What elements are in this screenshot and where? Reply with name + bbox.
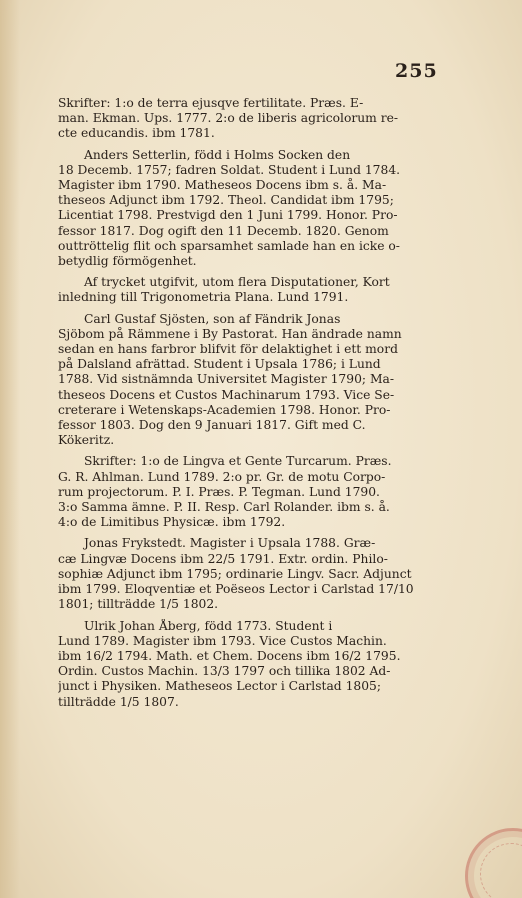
text-line: fessor 1803. Dog den 9 Januari 1817. Gift med C. bbox=[58, 418, 366, 433]
text-line: junct i Physiken. Matheseos Lector i Carlstad 1805; bbox=[58, 679, 382, 694]
paragraph-skrifter-ekman bbox=[58, 96, 446, 142]
text-line: Anders Setterlin, född i Holms Socken den bbox=[84, 147, 351, 162]
text-line: 3:o Samma ämne. P. II. Resp. Carl Rolander. ibm s. å. bbox=[58, 500, 390, 515]
text-line: på Dalsland afrättad. Student i Upsala 1786; i Lund bbox=[58, 357, 381, 372]
text-line: Carl Gustaf Sjösten, son af Fändrik Jonas bbox=[84, 311, 341, 326]
text-line: theseos Adjunct ibm 1792. Theol. Candidat ibm 1795; bbox=[58, 193, 394, 208]
text-line: creterare i Wetenskaps-Academien 1798. Honor. Pro- bbox=[58, 402, 391, 417]
text-line: Ordin. Custos Machin. 13/3 1797 och tillika 1802 Ad- bbox=[58, 664, 391, 679]
text-line: outtröttelig flit och sparsamhet samlade han en icke o- bbox=[58, 238, 400, 253]
text-line: 1788. Vid sistnämnda Universitet Magister 1790; Ma- bbox=[58, 372, 395, 387]
text-line: ibm 16/2 1794. Math. et Chem. Docens ibm 16/2 1795. bbox=[58, 648, 401, 663]
text-line: 18 Decemb. 1757; fadren Soldat. Student i Lund 1784. bbox=[58, 162, 401, 177]
text-line: rum projectorum. P. I. Præs. P. Tegman. Lund 1790. bbox=[58, 484, 380, 499]
text-line: Magister ibm 1790. Matheseos Docens ibm s. å. Ma- bbox=[58, 178, 387, 193]
body-text bbox=[58, 96, 446, 716]
text-line: cte educandis. ibm 1781. bbox=[58, 126, 215, 141]
text-line: Ulrik Johan Åberg, född 1773. Student i bbox=[84, 618, 333, 633]
text-line: Lund 1789. Magister ibm 1793. Vice Custos Machin. bbox=[58, 633, 387, 648]
text-line: inledning till Trigonometria Plana. Lund 1791. bbox=[58, 290, 349, 305]
library-stamp-inner bbox=[480, 843, 522, 898]
text-line: Kökeritz. bbox=[58, 433, 115, 448]
binding-shadow bbox=[0, 0, 20, 898]
paragraph-skrifter-sjosten bbox=[58, 454, 446, 530]
text-line: tillträdde 1/5 1807. bbox=[58, 694, 179, 709]
text-line: fessor 1817. Dog ogift den 11 Decemb. 1820. Genom bbox=[58, 223, 389, 238]
text-line: theseos Docens et Custos Machinarum 1793. Vice Se- bbox=[58, 387, 395, 402]
text-line: ibm 1799. Eloqventiæ et Poëseos Lector i Carlstad 17/10 bbox=[58, 582, 414, 597]
paragraph-entry-jonas-frykstedt bbox=[58, 536, 446, 612]
text-line: Sjöbom på Rämmene i By Pastorat. Han ändrade namn bbox=[58, 326, 402, 341]
text-line: 4:o de Limitibus Physicæ. ibm 1792. bbox=[58, 515, 286, 530]
text-line: 1801; tillträdde 1/5 1802. bbox=[58, 597, 219, 612]
text-line: Skrifter: 1:o de Lingva et Gente Turcarum. Præs. bbox=[84, 454, 392, 469]
text-line: Af trycket utgifvit, utom flera Disputationer, Kort bbox=[84, 275, 390, 290]
text-line: betydlig förmögenhet. bbox=[58, 254, 197, 269]
paragraph-entry-anders-setterlin bbox=[58, 148, 446, 270]
page-number: 255 bbox=[395, 60, 438, 82]
text-line: man. Ekman. Ups. 1777. 2:o de liberis agricolorum re- bbox=[58, 111, 399, 126]
paragraph-setterlin-works bbox=[58, 275, 446, 305]
text-line: cæ Lingvæ Docens ibm 22/5 1791. Extr. ordin. Philo- bbox=[58, 551, 388, 566]
text-line: Skrifter: 1:o de terra ejusqve fertilitate. Præs. E- bbox=[58, 96, 364, 110]
library-stamp bbox=[465, 828, 522, 898]
text-line: Licentiat 1798. Prestvigd den 1 Juni 1799. Honor. Pro- bbox=[58, 208, 398, 223]
paragraph-entry-carl-gustaf-sjosten bbox=[58, 312, 446, 449]
text-line: G. R. Ahlman. Lund 1789. 2:o pr. Gr. de motu Corpo- bbox=[58, 469, 386, 484]
text-line: sedan en hans farbror blifvit för delaktighet i ett mord bbox=[58, 342, 398, 357]
text-line: Jonas Frykstedt. Magister i Upsala 1788. Græ- bbox=[84, 536, 376, 551]
paragraph-entry-ulrik-johan-aberg bbox=[58, 619, 446, 710]
text-line: sophiæ Adjunct ibm 1795; ordinarie Lingv. Sacr. Adjunct bbox=[58, 566, 412, 581]
